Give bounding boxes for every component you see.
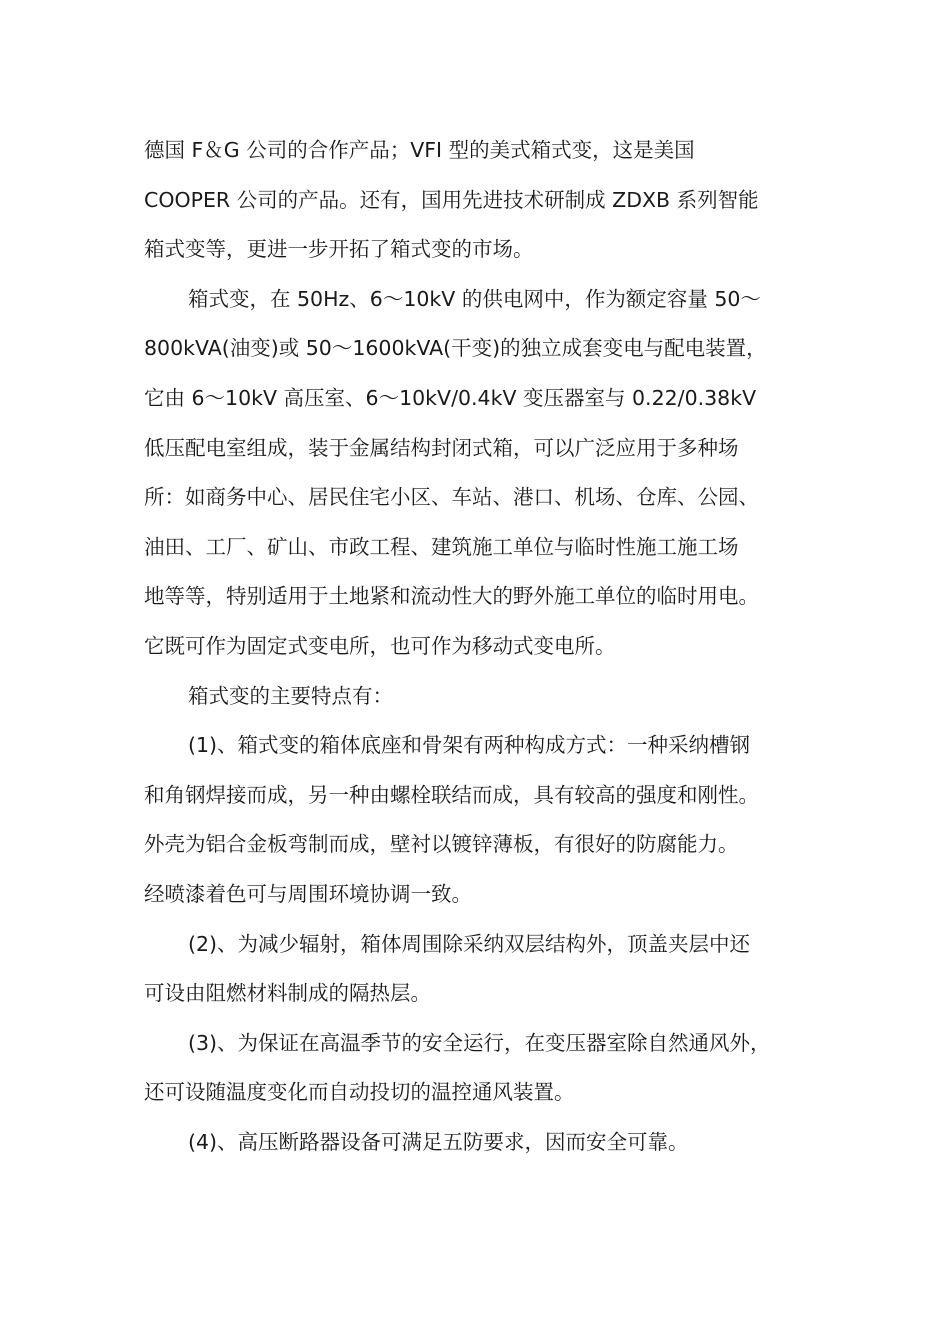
document-body (144, 126, 814, 1167)
text-line: 还可设随温度变化而自动投切的温控通风装置。 (144, 1080, 575, 1105)
text-line: 它由 6～10kV 高压室、6～10kV/0.4kV 变压器室与 0.22/0.38kV (144, 385, 757, 410)
text-line: 箱式变的主要特点有： (188, 683, 393, 708)
text-line: 箱式变，在 50Hz、6～10kV 的供电网中，作为额定容量 50～ (188, 286, 761, 311)
text-line: 它既可作为固定式变电所，也可作为移动式变电所。 (144, 633, 616, 658)
text-line: COOPER 公司的产品。还有，国用先进技术研制成 ZDXB 系列智能 (144, 187, 759, 212)
text-line: 德国 F＆G 公司的合作产品；VFI 型的美式箱式变，这是美国 (144, 138, 695, 162)
text-line: 和角钢焊接而成，另一种由螺栓联结而成，具有较高的强度和刚性。 (144, 782, 759, 807)
text-line: (3)、为保证在高温季节的安全运行，在变压器室除自然通风外， (188, 1030, 771, 1055)
text-line: (2)、为减少辐射，箱体周围除采纳双层结构外，顶盖夹层中还 (188, 931, 751, 956)
text-line: 800kVA(油变)或 50～1600kVA(干变)的独立成套变电与配电装置， (144, 336, 767, 361)
text-line: 低压配电室组成，装于金属结构封闭式箱，可以广泛应用于多种场 (144, 435, 739, 460)
text-line: 可设由阻燃材料制成的隔热层。 (144, 981, 431, 1006)
text-line: 外壳为铝合金板弯制而成，壁衬以镀锌薄板，有很好的防腐能力。 (144, 832, 739, 857)
text-line: (1)、箱式变的箱体底座和骨架有两种构成方式：一种采纳槽钢 (188, 733, 751, 758)
text-line: 地等等，特别适用于土地紧和流动性大的野外施工单位的临时用电。 (144, 584, 759, 609)
text-line: 油田、工厂、矿山、市政工程、建筑施工单位与临时性施工施工场 (144, 534, 739, 559)
text-line: 经喷漆着色可与周围环境协调一致。 (144, 881, 472, 906)
text-line: 箱式变等，更进一步开拓了箱式变的市场。 (144, 237, 534, 262)
text-line: (4)、高压断路器设备可满足五防要求，因而安全可靠。 (188, 1129, 689, 1154)
text-line: 所：如商务中心、居民住宅小区、车站、港口、机场、仓库、公园、 (144, 485, 759, 510)
